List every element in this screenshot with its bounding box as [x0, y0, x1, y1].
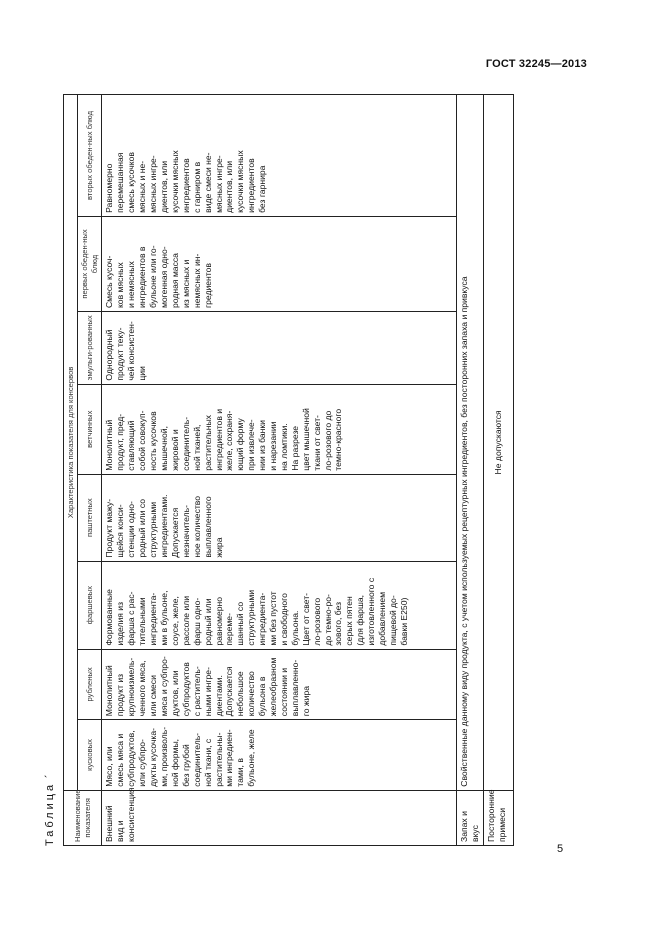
col-header-chopped: рубленых — [78, 649, 102, 720]
col-header-chunk: кусковых — [78, 720, 102, 791]
row-name-impurities: Посторонние примеси — [484, 790, 514, 845]
table-cell: Монолитный продукт из крупноизмель- ченного мяса, или смеси мяса и субпро- дуктов, или субпродуктов с раститель- ными ингре- диентами. Допускается небольшое количество бульона в желеобразном состоянии и выплавленно- го жира — [102, 649, 457, 720]
table-header-row-2 — [78, 95, 102, 846]
table-cell: Смесь кусоч- ков мясных и немясных ингредиентов в бульоне или го- могенная одно- родная масса из мясных и немясных ин- гредиентов — [102, 216, 457, 311]
table-caption-marker: ´ — [44, 774, 56, 778]
table-row-taste — [457, 95, 484, 846]
standard-number-header: ГОСТ 32245—2013 — [485, 58, 587, 70]
table-cell: Формованные изделия из фарша с рас- тительными ингредиента- ми в бульоне, соусе, желе, рассоле или фарш одно- родный или равномерно переме- шанный со структурными ингредиента- ми без пустот и свободного бульона. Цвет от свет- ло-розового до темно-ро- зового, без серых пятен (для фарша, изготовленного с добавлением пищевой до- бавки Е250) — [102, 561, 457, 649]
table-cell: Монолитный продукт, пред- ставляющий собой совокуп- ность кусочков мышечной, жировой и соединитель- ной тканей, растительных ингредиентов и желе, сохраня- ющий форму при извлече- нии из банки и нарезании на ломтики. На разрезе цвет мышечной ткани от свет- ло-розового до темно-красного — [102, 384, 457, 474]
row-name-appearance: Внешний вид и консистенция — [102, 790, 457, 845]
table-row-impurities — [484, 95, 514, 846]
col-header-ham: ветчинных — [78, 384, 102, 474]
page-number: 5 — [557, 843, 564, 855]
col-header-forcemeat: фаршевых — [78, 561, 102, 649]
table-caption-text: Таблица — [44, 781, 56, 846]
col-header-pate: паштетных — [78, 474, 102, 561]
table-caption — [44, 774, 56, 846]
characteristics-table — [63, 94, 514, 846]
table-cell: Равномерно перемешанная смесь кусочков мясных и не- мясных ингре- диентов, или кусочки мясных ингредиентов с гарниром в виде смеси не- мясных ингре- диентов, или кусочки мясных ингредиентов без гарнира — [102, 95, 457, 217]
taste-text: Свойственные данному виду продукта, с учетом используемых рецептурных ингредиентов, без посторонних запаха и привкуса — [457, 95, 484, 791]
col-header-second-courses: вторых обеден-ных блюд — [78, 95, 102, 217]
impurities-text: Не допускаются — [484, 95, 514, 791]
table-row-appearance — [102, 95, 457, 846]
table-cell: Продукт мажу- щейся конси- стенции одно- родный или со структурными ингредиентами. Допускается незначитель- ное количество выплавленного жира — [102, 474, 457, 561]
col-header-emulsified: эмульги-рованных — [78, 312, 102, 385]
table-cell: Однородный продукт теку- чей консистен- ции — [102, 312, 457, 385]
table-header-row-1 — [64, 95, 78, 846]
table-cell: Мясо, или смесь мяса и субпродуктов, или субпро- дукты кусочка- ми, произволь- ной формы, без грубой соединитель- ной ткани, с растительны- ми ингредиен- тами, в бульоне, желе — [102, 720, 457, 791]
col-header-name: Наименование показателя — [64, 790, 102, 845]
rotated-table-block — [38, 94, 510, 846]
group-header: Характеристика показателя для консервов — [64, 95, 78, 791]
col-header-first-courses: первых обеден-ных блюд — [78, 216, 102, 311]
row-name-taste: Запах и вкус — [457, 790, 484, 845]
